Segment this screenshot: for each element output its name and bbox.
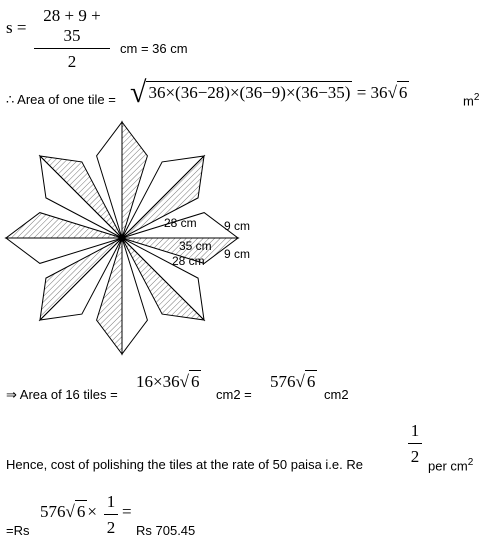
figure-label-9cm-bottom: 9 cm — [224, 247, 251, 261]
final-result: Rs 705.45 — [136, 523, 196, 538]
radical-sign: √ — [387, 83, 397, 102]
s-denominator: 2 — [67, 52, 77, 71]
s-lhs: s = — [6, 18, 27, 37]
area16-expression: 16×36√ 6 — [136, 372, 200, 391]
tile-area-label: ∴ Area of one tile = — [6, 92, 116, 107]
figure-label-9cm-top: 9 cm — [224, 219, 251, 233]
cost-rate-fraction: 1 2 — [408, 421, 422, 467]
area16-unit1: cm2 = — [216, 387, 252, 402]
tile-area-radicand: 36×(36−28)×(36−9)×(36−35) — [148, 83, 351, 102]
final-equals: = — [122, 502, 132, 521]
s-fraction — [34, 6, 110, 72]
final-expression: 576√ 6 × — [40, 502, 97, 521]
area16-label: ⇒ Area of 16 tiles = — [6, 387, 118, 402]
radical-sign: √ — [130, 76, 147, 109]
cost-line-text: Hence, cost of polishing the tiles at the rate of 50 paisa i.e. Re — [6, 457, 363, 472]
tile-area-equals: = 36 — [356, 83, 388, 102]
fraction-bar — [34, 48, 110, 49]
s-numerator: 28 + 9 + 35 — [43, 6, 101, 45]
area16-unit2: cm2 — [324, 387, 349, 402]
figure-label-28cm-bottom: 28 cm — [172, 254, 205, 268]
s-result: cm = 36 cm — [120, 41, 188, 56]
tile-star-figure — [0, 118, 260, 358]
final-fraction: 1 2 — [104, 492, 118, 538]
figure-label-28cm-top: 28 cm — [164, 216, 197, 230]
cost-per-unit: per $cm^2$ — [428, 457, 474, 474]
tile-area-unit: $m^2$ — [463, 92, 480, 109]
area16-expression2: 576√ 6 — [270, 372, 316, 391]
tile-area-expression — [130, 76, 409, 110]
final-prefix: =Rs — [6, 523, 30, 538]
tile-area-sqrt: 6 — [398, 83, 408, 102]
figure-label-35cm: 35 cm — [179, 239, 212, 253]
